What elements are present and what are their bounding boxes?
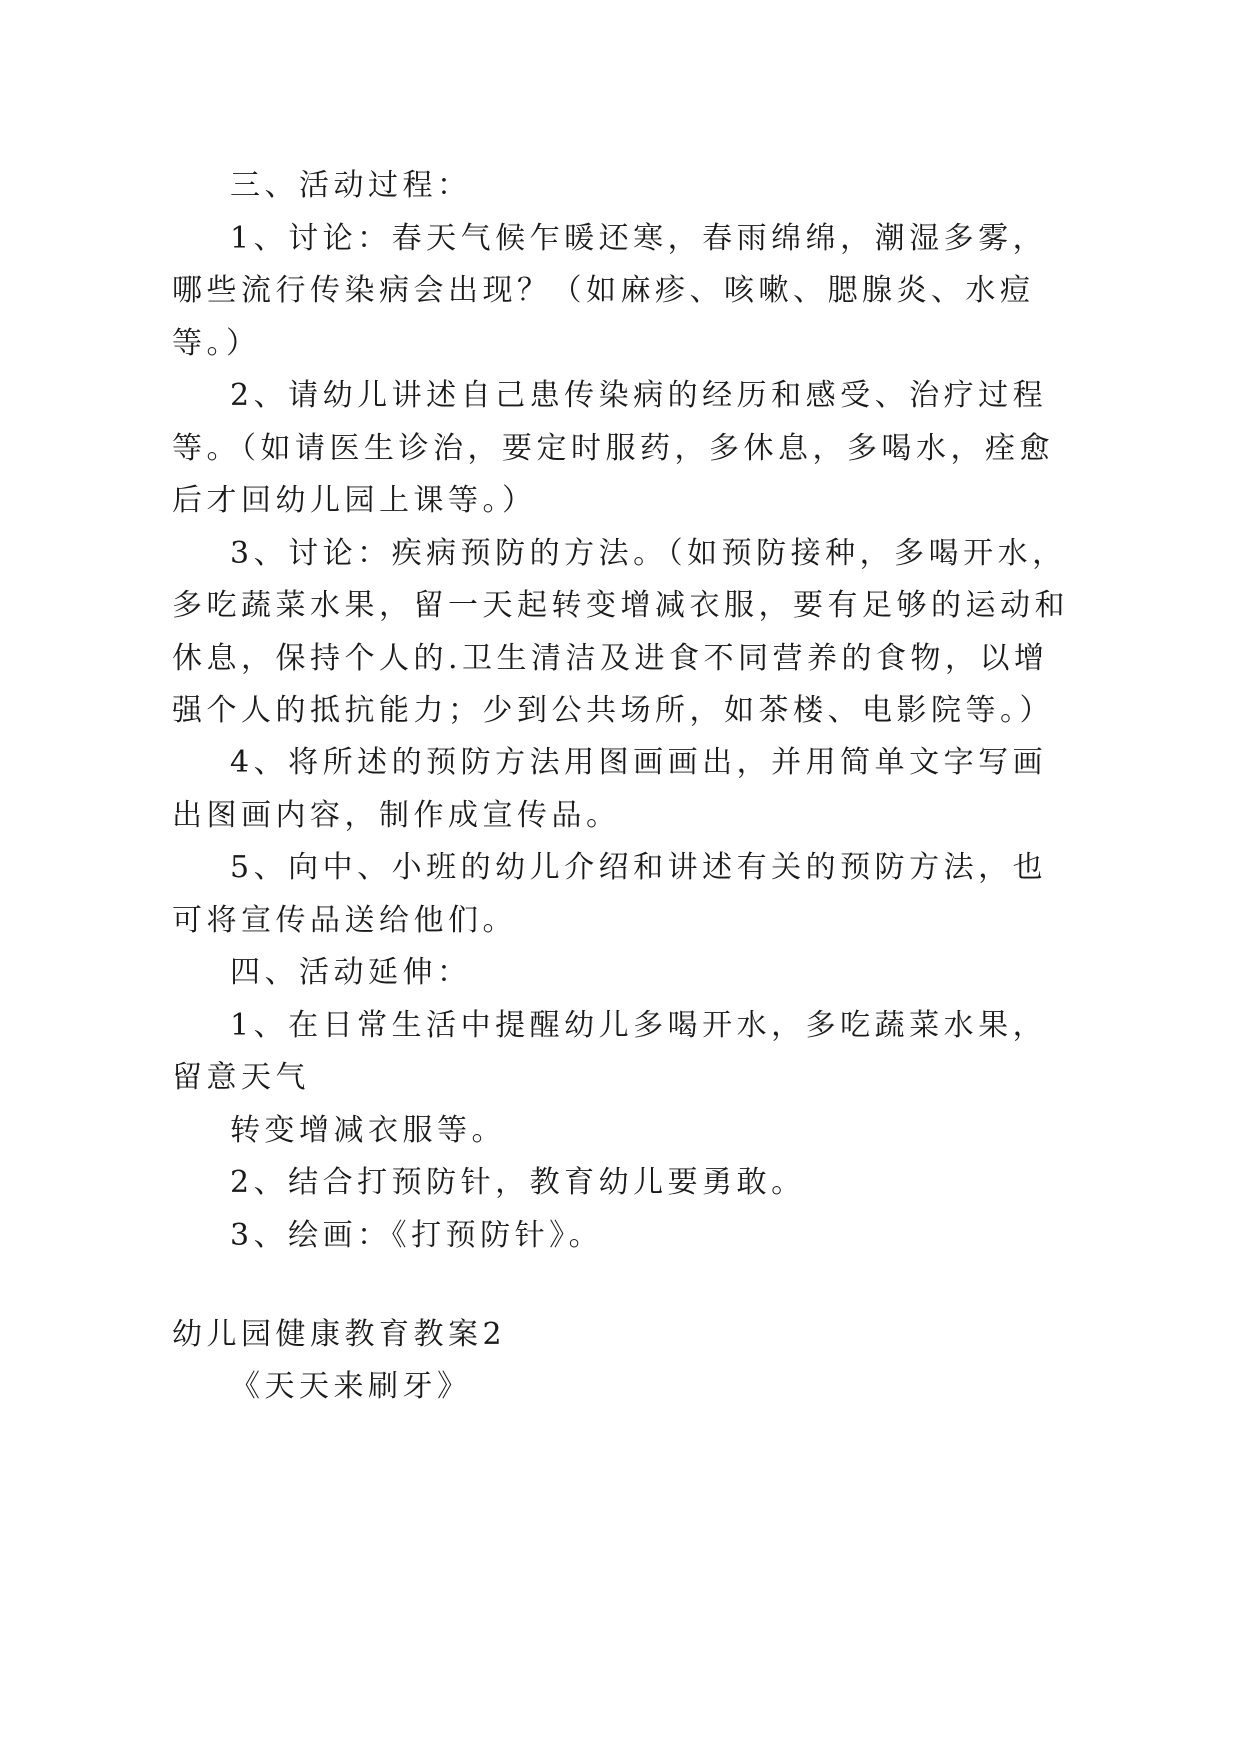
paragraph-line: 多吃蔬菜水果，留一天起转变增减衣服，要有足够的运动和: [172, 588, 1069, 623]
paragraph-line: 哪些流行传染病会出现？（如麻疹、咳嗽、腮腺炎、水痘: [172, 273, 1035, 308]
paragraph-line: 留意天气: [172, 1060, 310, 1095]
paragraph-line: 休息，保持个人的.卫生清洁及进食不同营养的食物，以增: [172, 641, 1049, 676]
paragraph-line: 1、讨论：春天气候乍暖还寒，春雨绵绵，潮湿多雾，: [230, 221, 1048, 256]
paragraph-line: 3、绘画：《打预防针》。: [230, 1218, 604, 1253]
paragraph-line: 1、在日常生活中提醒幼儿多喝开水，多吃蔬菜水果，: [230, 1008, 1048, 1043]
lesson-title: 《天天来刷牙》: [230, 1369, 472, 1404]
paragraph-line: 可将宣传品送给他们。: [172, 903, 517, 938]
paragraph-line: 后才回幼儿园上课等。）: [172, 483, 537, 518]
paragraph-line: 等。）: [172, 326, 261, 361]
paragraph-line: 3、讨论：疾病预防的方法。（如预防接种，多喝开水，: [230, 536, 1067, 571]
paragraph-line: 出图画内容，制作成宣传品。: [172, 798, 621, 833]
section-heading-activity-extension: 四、活动延伸：: [230, 955, 472, 990]
paragraph-line: 2、结合打预防针，教育幼儿要勇敢。: [230, 1165, 806, 1200]
paragraph-line: 5、向中、小班的幼儿介绍和讲述有关的预防方法，也: [230, 850, 1048, 885]
section-heading-activity-process: 三、活动过程：: [230, 168, 472, 203]
document-title: 幼儿园健康教育教案2: [172, 1317, 507, 1352]
paragraph-line: 2、请幼儿讲述自己患传染病的经历和感受、治疗过程: [230, 378, 1048, 413]
paragraph-line: 转变增减衣服等。: [230, 1113, 506, 1148]
paragraph-line: 等。（如请医生诊治，要定时服药，多休息，多喝水，痊愈: [172, 431, 1054, 466]
paragraph-line: 4、将所述的预防方法用图画画出，并用简单文字写画: [230, 745, 1048, 780]
paragraph-line: 强个人的抵抗能力；少到公共场所，如茶楼、电影院等。）: [172, 693, 1054, 728]
